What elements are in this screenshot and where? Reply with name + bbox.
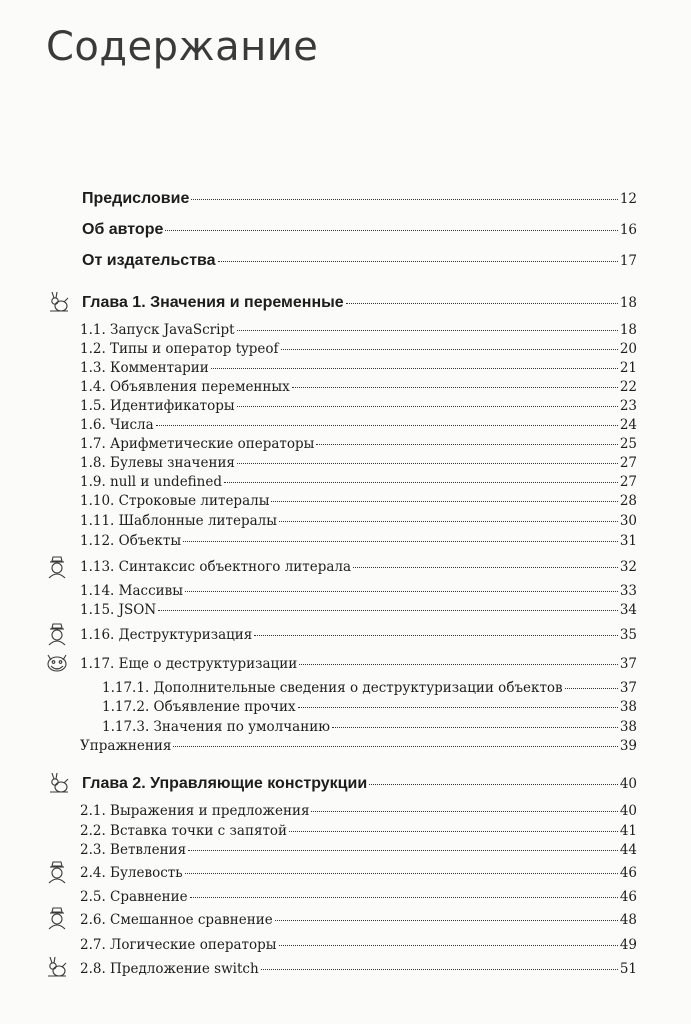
dot-leader <box>237 330 618 331</box>
toc-entry-label: 1.4. Объявления переменных <box>80 379 290 395</box>
toc-page-number: 31 <box>619 533 637 549</box>
toc-page-number: 46 <box>619 865 637 881</box>
dot-leader <box>185 591 618 592</box>
toc-section[interactable] <box>80 416 637 434</box>
toc-entry-label: 2.8. Предложение switch <box>80 961 259 977</box>
toc-section[interactable] <box>80 911 637 929</box>
toc-page-number: 37 <box>619 656 637 672</box>
toc-section[interactable] <box>80 655 637 673</box>
dot-leader <box>158 610 618 611</box>
toc-entry-label: 1.17.1. Дополнительные сведения о деструктуризации объектов <box>102 680 563 696</box>
toc-section[interactable] <box>80 582 637 600</box>
dot-leader <box>279 945 618 946</box>
dot-leader <box>346 303 618 304</box>
toc-entry-label: 1.12. Объекты <box>80 533 182 549</box>
rabbit-icon <box>46 771 72 795</box>
dot-leader <box>353 567 618 568</box>
toc-page-number: 41 <box>619 823 637 839</box>
toc-entry-label: 1.14. Массивы <box>80 583 183 599</box>
toc-entry-about-author[interactable] <box>82 220 637 240</box>
toc-section[interactable] <box>80 822 637 840</box>
dot-leader <box>254 635 617 636</box>
dot-leader <box>261 969 618 970</box>
hatter-icon <box>44 622 70 646</box>
toc-page-number: 35 <box>619 627 637 643</box>
toc-entry-label: Об авторе <box>82 221 164 238</box>
toc-entry-label: 2.3. Ветвления <box>80 842 187 858</box>
toc-entry-label: 1.17.3. Значения по умолчанию <box>102 719 330 735</box>
toc-section[interactable] <box>80 802 637 820</box>
toc-section[interactable] <box>80 936 637 954</box>
toc-entry-label: 1.2. Типы и оператор typeof <box>80 341 279 357</box>
toc-entry-label: 2.6. Смешанное сравнение <box>80 912 273 928</box>
toc-page-number: 21 <box>619 360 637 376</box>
toc-chapter-1[interactable] <box>82 293 637 313</box>
dot-leader <box>185 873 618 874</box>
toc-page-number: 16 <box>619 222 637 238</box>
dot-leader <box>275 920 618 921</box>
cheshire-cat-icon <box>44 651 70 675</box>
dot-leader <box>173 746 617 747</box>
toc-page-number: 30 <box>619 513 637 529</box>
toc-entry-label: 2.7. Логические операторы <box>80 937 277 953</box>
rabbit-icon <box>46 290 72 314</box>
toc-section[interactable] <box>80 435 637 453</box>
dot-leader <box>218 261 618 262</box>
toc-page-number: 18 <box>619 295 637 311</box>
toc-entry-label: 2.4. Булевость <box>80 865 183 881</box>
toc-section[interactable] <box>80 397 637 415</box>
dot-leader <box>165 230 617 231</box>
toc-section[interactable] <box>80 454 637 472</box>
dot-leader <box>289 831 618 832</box>
rabbit-icon <box>44 955 70 979</box>
toc-entry-label: 1.10. Строковые литералы <box>80 493 270 509</box>
toc-page-number: 24 <box>619 417 637 433</box>
toc-section[interactable] <box>80 473 637 491</box>
toc-page-number: 17 <box>619 253 637 269</box>
toc-page-number: 51 <box>619 961 637 977</box>
toc-page-number: 12 <box>619 191 637 207</box>
toc-section[interactable] <box>80 378 637 396</box>
toc-entry-label: От издательства <box>82 252 216 269</box>
dot-leader <box>191 199 617 200</box>
dot-leader <box>237 463 618 464</box>
toc-page-number: 33 <box>619 583 637 599</box>
toc-subsection[interactable] <box>102 718 637 736</box>
toc-section[interactable] <box>80 512 637 530</box>
toc-page-number: 46 <box>619 889 637 905</box>
toc-page-number: 40 <box>619 803 637 819</box>
toc-entry-publisher[interactable] <box>82 251 637 271</box>
toc-chapter-2[interactable] <box>82 774 637 794</box>
dot-leader <box>281 349 618 350</box>
toc-page-number: 32 <box>619 559 637 575</box>
toc-section[interactable] <box>80 321 637 339</box>
toc-section[interactable] <box>80 960 637 978</box>
toc-page-number: 34 <box>619 602 637 618</box>
toc-entry-label: 1.16. Деструктуризация <box>80 627 253 643</box>
toc-page-number: 18 <box>619 322 637 338</box>
dot-leader <box>271 501 617 502</box>
toc-subsection[interactable] <box>102 698 637 716</box>
toc-entry-label: 1.6. Числа <box>80 417 154 433</box>
toc-entry-label: 1.13. Синтаксис объектного литерала <box>80 559 352 575</box>
dot-leader <box>299 664 618 665</box>
toc-entry-label: 2.5. Сравнение <box>80 889 188 905</box>
toc-section[interactable] <box>80 492 637 510</box>
toc-entry-label: 1.17. Еще о деструктуризации <box>80 656 298 672</box>
toc-section[interactable] <box>80 626 637 644</box>
dot-leader <box>190 897 618 898</box>
toc-section[interactable] <box>80 864 637 882</box>
toc-page-number: 23 <box>619 398 637 414</box>
toc-entry-label: Упражнения <box>80 738 172 754</box>
toc-entry-label: 2.1. Выражения и предложения <box>80 803 310 819</box>
dot-leader <box>183 541 618 542</box>
dot-leader <box>188 850 618 851</box>
toc-entry-label: 1.3. Комментарии <box>80 360 209 376</box>
dot-leader <box>279 521 618 522</box>
toc-page-number: 38 <box>619 699 637 715</box>
toc-entry-label: 1.1. Запуск JavaScript <box>80 322 235 338</box>
toc-page-number: 40 <box>619 776 637 792</box>
dot-leader <box>332 727 618 728</box>
toc-entry-label: 1.17.2. Объявление прочих <box>102 699 296 715</box>
toc-entry-label: Предисловие <box>82 190 190 207</box>
toc-page-number: 22 <box>619 379 637 395</box>
dot-leader <box>237 406 618 407</box>
hatter-icon <box>44 906 70 930</box>
toc-entry-label: Глава 2. Управляющие конструкции <box>82 775 368 792</box>
toc-page-number: 48 <box>619 912 637 928</box>
toc-section[interactable] <box>80 888 637 906</box>
toc-page-number: 28 <box>619 493 637 509</box>
toc-section[interactable] <box>80 558 637 576</box>
toc-section[interactable] <box>80 737 637 755</box>
dot-leader <box>565 688 618 689</box>
toc-entry-label: 1.9. null и undefined <box>80 474 223 490</box>
toc-page-number: 20 <box>619 341 637 357</box>
toc-subsection[interactable] <box>102 679 637 697</box>
toc-page-number: 38 <box>619 719 637 735</box>
toc-page-number: 39 <box>619 738 637 754</box>
toc-entry-label: 1.11. Шаблонные литералы <box>80 513 277 529</box>
page-title: Содержание <box>46 24 319 70</box>
dot-leader <box>156 425 618 426</box>
toc-page-number: 49 <box>619 937 637 953</box>
toc-section[interactable] <box>80 359 637 377</box>
hatter-icon <box>44 555 70 579</box>
toc-page-number: 27 <box>619 474 637 490</box>
toc-section[interactable] <box>80 841 637 859</box>
toc-page-number: 44 <box>619 842 637 858</box>
toc-entry-label: 2.2. Вставка точки с запятой <box>80 823 288 839</box>
hatter-icon <box>44 860 70 884</box>
toc-entry-label: 1.7. Арифметические операторы <box>80 436 315 452</box>
toc-entry-preface[interactable] <box>82 189 637 209</box>
toc-entry-label: Глава 1. Значения и переменные <box>82 294 344 311</box>
toc-entry-label: 1.15. JSON <box>80 602 157 618</box>
dot-leader <box>292 387 618 388</box>
toc-entry-label: 1.8. Булевы значения <box>80 455 235 471</box>
dot-leader <box>224 482 618 483</box>
toc-page-number: 27 <box>619 455 637 471</box>
dot-leader <box>211 368 618 369</box>
dot-leader <box>369 784 618 785</box>
dot-leader <box>298 707 618 708</box>
toc-page-number: 25 <box>619 436 637 452</box>
dot-leader <box>316 444 617 445</box>
dot-leader <box>311 811 617 812</box>
toc-section[interactable] <box>80 601 637 619</box>
toc-entry-label: 1.5. Идентификаторы <box>80 398 235 414</box>
toc-section[interactable] <box>80 340 637 358</box>
toc-page-number: 37 <box>619 680 637 696</box>
toc-section[interactable] <box>80 532 637 550</box>
